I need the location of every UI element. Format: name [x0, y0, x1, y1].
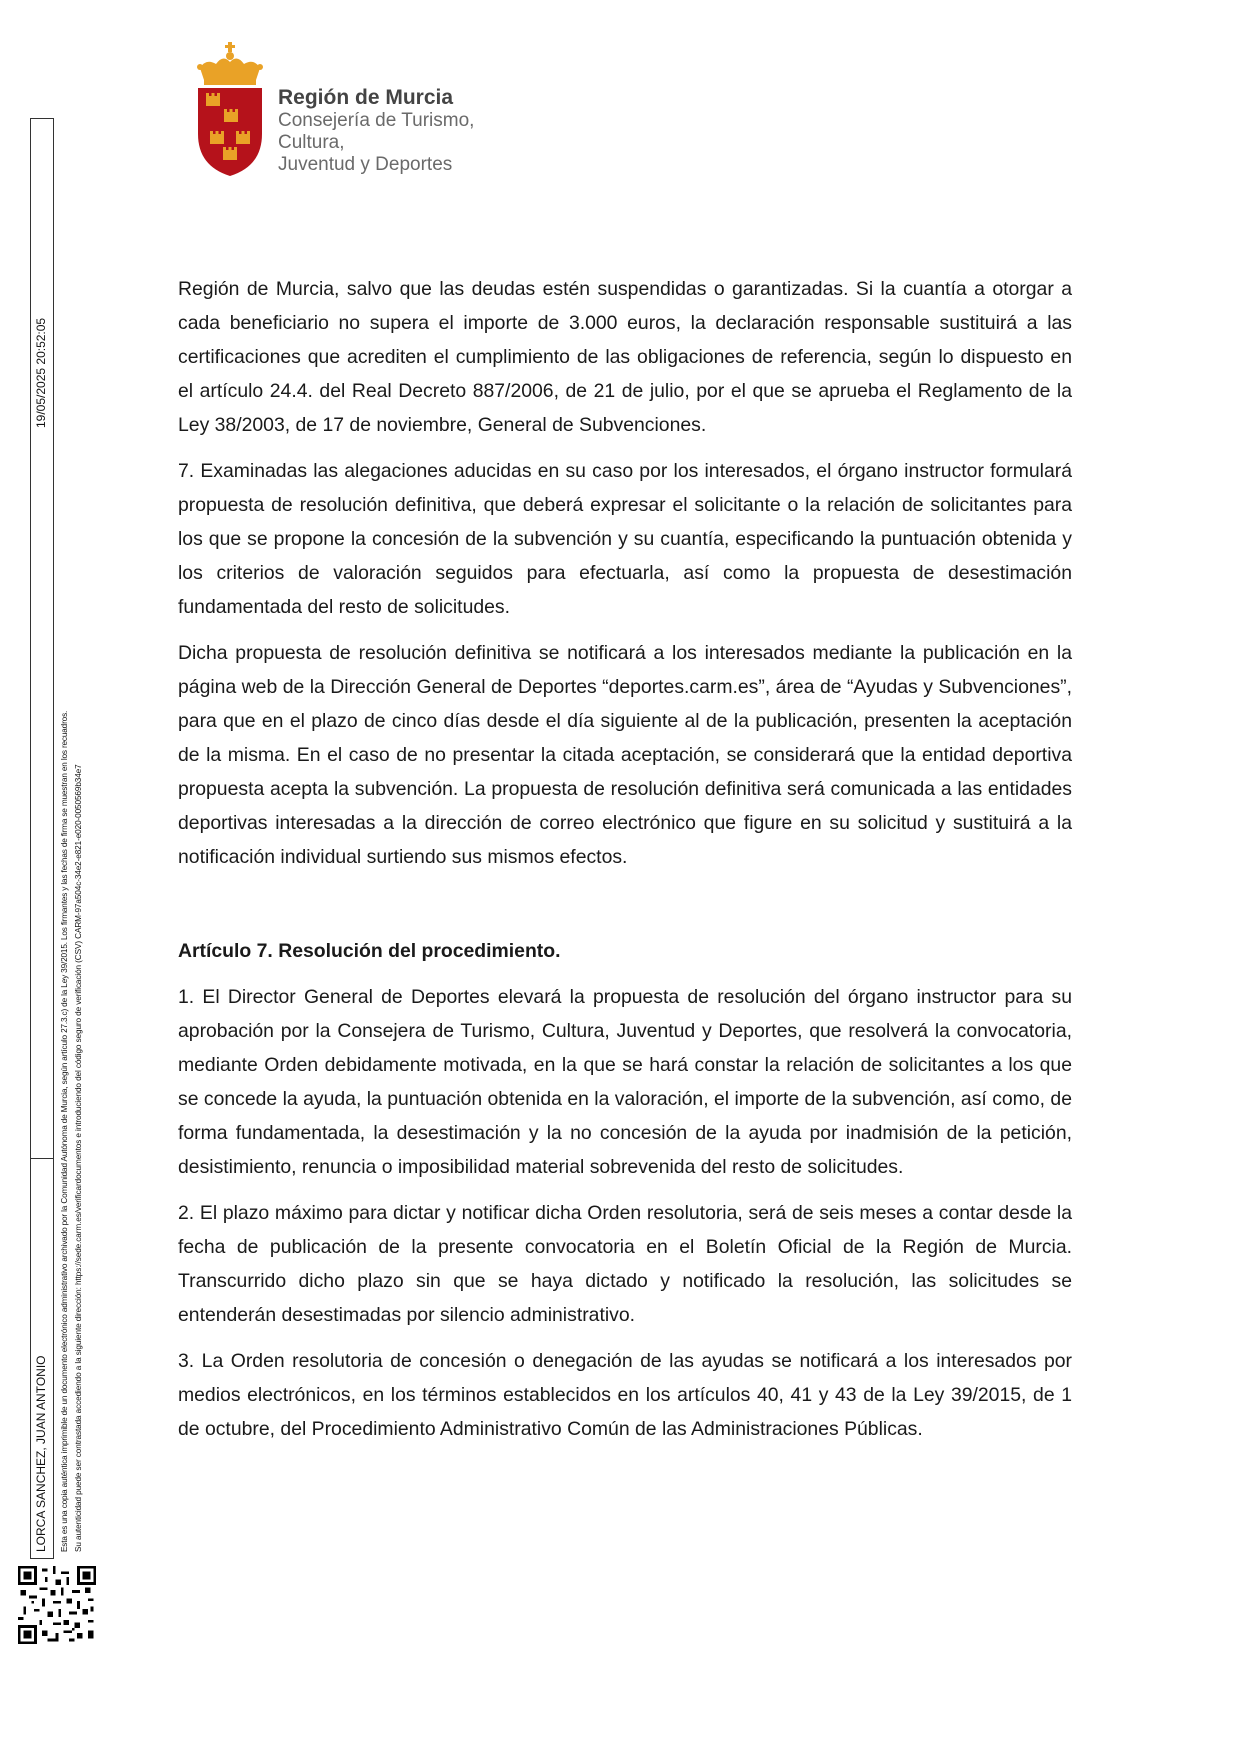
section-heading: Artículo 7. Resolución del procedimiento.: [178, 940, 561, 962]
document-body: [178, 272, 1072, 1458]
paragraph-2: 7. Examinadas las alegaciones aducidas en su caso por los interesados, el órgano instructor formulará propuesta de resolución definitiva, que deberá expresar el solicitante o la relación de solicitantes para los que se propone la concesión de la subvención y su cuantía, especificando la puntuación obtenida y los criterios de valoración seguidos para efectuarla, así como la propuesta de desestimación fundamentada del resto de solicitudes.: [178, 460, 1072, 618]
legal-notice-line-1: Esta es una copia auténtica imprimible de un documento electrónico administrativo archivado por la Comunidad Autónoma de Murcia, según artículo 27.3.c) de la Ley 39/2015. Los firmantes y las fechas de firma se muestran en los recuadros.: [60, 710, 69, 1552]
signature-date: 19/05/2025 20:52:05: [34, 317, 48, 428]
org-name: Región de Murcia: [278, 86, 454, 109]
qr-code-icon: [18, 1566, 96, 1644]
paragraph-6: 3. La Orden resolutoria de concesión o denegación de las ayudas se notificará a los interesados por medios electrónicos, en los términos establecidos en los artículos 40, 41 y 43 de la Ley 39/2015, de 1 de octubre, del Procedimiento Administrativo Común de las Administraciones Públicas.: [178, 1350, 1072, 1440]
dept-line-2: Juventud y Deportes: [278, 153, 453, 175]
paragraph-5: 2. El plazo máximo para dictar y notificar dicha Orden resolutoria, será de seis meses a contar desde la fecha de publicación de la presente convocatoria en el Boletín Oficial de la Región de Murcia. Transcurrido dicho plazo sin que se haya dictado y notificado la resolución, las solicitudes se entenderán desestimadas por silencio administrativo.: [178, 1202, 1072, 1326]
legal-notice-line-2: Su autenticidad puede ser contrastada accediendo a la siguiente dirección: https://sede.carm.es/verificardocumentos e introduciendo del código seguro de verificación (CSV) CARM-97a504c-34e2-e821-e020-0050569b34e7: [74, 764, 83, 1552]
signature-box-divider: [31, 1158, 53, 1159]
dept-line-1: Consejería de Turismo, Cultura,: [278, 110, 475, 153]
region-crest-icon: [196, 42, 266, 177]
paragraph-3: Dicha propuesta de resolución definitiva se notificará a los interesados mediante la publicación en la página web de la Dirección General de Deportes “deportes.carm.es”, área de “Ayudas y Subvenciones”, para que en el plazo de cinco días desde el día siguiente al de la publicación, presenten la aceptación de la misma. En el caso de no presentar la citada aceptación, se considerará que la entidad deportiva propuesta acepta la subvención. La propuesta de resolución definitiva será comunicada a las entidades deportivas interesadas a la dirección de correo electrónico que figure en su solicitud y sustituirá a la notificación individual surtiendo sus mismos efectos.: [178, 642, 1072, 868]
signer-name: LORCA SANCHEZ, JUAN ANTONIO: [34, 1355, 48, 1552]
paragraph-4: 1. El Director General de Deportes elevará la propuesta de resolución del órgano instructor para su aprobación por la Consejera de Turismo, Cultura, Juventud y Deportes, que resolverá la convocatoria, mediante Orden debidamente motivada, en la que se hará constar la relación de solicitantes a los que se concede la ayuda, la puntuación obtenida en la valoración, el importe de la subvención, así como, de forma fundamentada, la desestimación y la no concesión de la ayuda por inadmisión de la petición, desistimiento, renuncia o imposibilidad material sobrevenida del resto de solicitudes.: [178, 986, 1072, 1178]
paragraph-1: Región de Murcia, salvo que las deudas estén suspendidas o garantizadas. Si la cuantía a otorgar a cada beneficiario no supera el importe de 3.000 euros, la declaración responsable sustituirá a las certificaciones que acrediten el cumplimiento de las obligaciones de referencia, según lo dispuesto en el artículo 24.4. del Real Decreto 887/2006, de 21 de julio, por el que se aprueba el Reglamento de la Ley 38/2003, de 17 de noviembre, General de Subvenciones.: [178, 278, 1072, 436]
header-logo: [196, 42, 526, 182]
